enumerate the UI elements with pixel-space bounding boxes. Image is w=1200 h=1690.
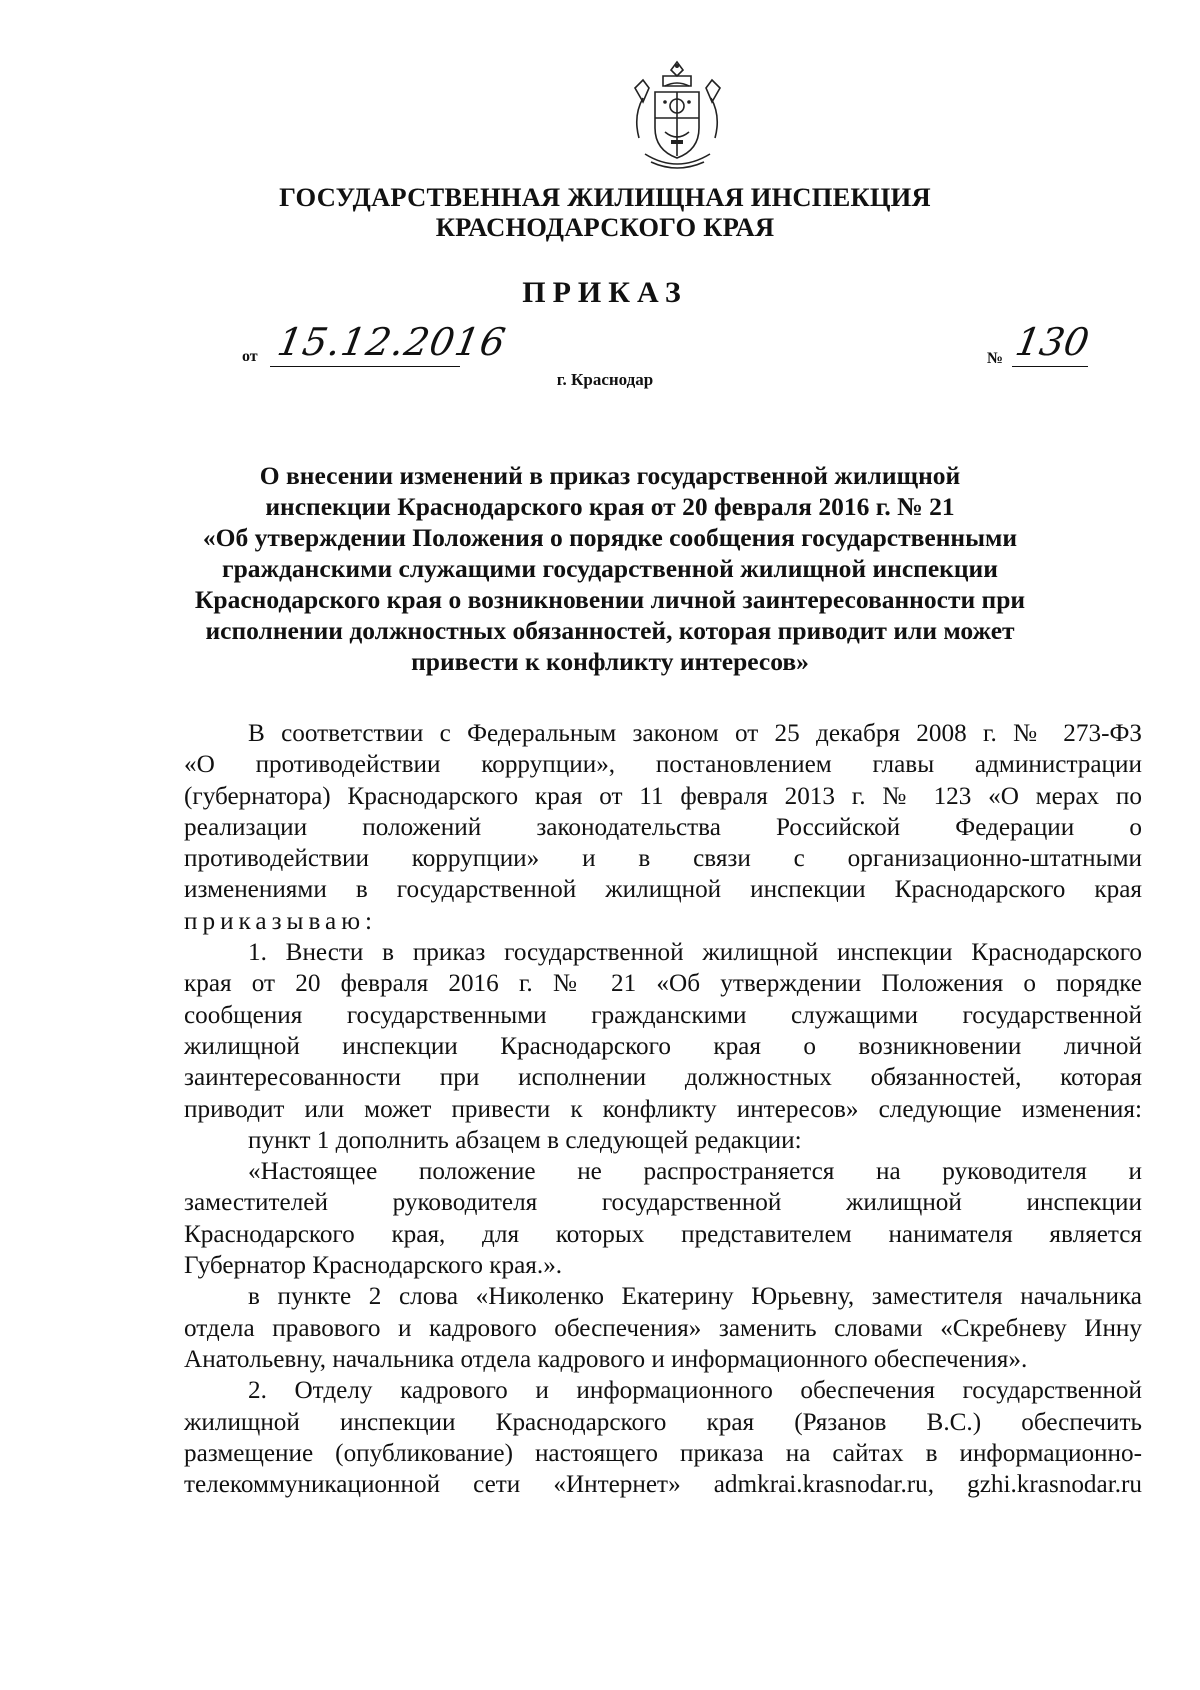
item-2-line: жилищной инспекции Краснодарского края (Рязанов В.С.) обеспечить bbox=[184, 1408, 1142, 1436]
date-number-row bbox=[242, 318, 1122, 370]
item-1-line: приводит или может привести к конфликту интересов» следующие изменения: bbox=[184, 1095, 1142, 1123]
subject-line: Краснодарского края о возникновении личной заинтересованности при bbox=[194, 585, 1026, 614]
preamble-line: «О противодействии коррупции», постановлением главы администрации bbox=[184, 751, 1142, 779]
organization-name-line-2: КРАСНОДАРСКОГО КРАЯ bbox=[435, 212, 775, 242]
subject-line: гражданскими служащими государственной жилищной инспекции bbox=[222, 554, 998, 583]
order-word: приказываю: bbox=[184, 907, 378, 935]
point-2-line: отдела правового и кадрового обеспечения» заменить словами «Скребневу Инну bbox=[184, 1314, 1142, 1342]
item-1-line: 1. Внести в приказ государственной жилищной инспекции Краснодарского bbox=[248, 939, 1142, 967]
point-1-text-line: заместителей руководителя государственной жилищной инспекции bbox=[184, 1189, 1142, 1217]
subject-line: исполнении должностных обязанностей, которая приводит или может bbox=[205, 616, 1015, 645]
item-2-line: размещение (опубликование) настоящего приказа на сайтах в информационно- bbox=[184, 1439, 1142, 1467]
preamble-line: изменениями в государственной жилищной инспекции Краснодарского края bbox=[184, 876, 1142, 904]
preamble-line: В соответствии с Федеральным законом от 25 декабря 2008 г. № 273-ФЗ bbox=[248, 720, 1142, 747]
handwritten-date: 15.12.2016 bbox=[274, 320, 510, 364]
item-1-line: жилищной инспекции Краснодарского края о возникновении личной bbox=[184, 1032, 1142, 1060]
item-2-line: телекоммуникационной сети «Интернет» admkrai.krasnodar.ru, gzhi.krasnodar.ru bbox=[184, 1471, 1142, 1499]
point-1-text-line: Губернатор Краснодарского края.». bbox=[184, 1252, 563, 1280]
item-1-line: заинтересованности при исполнении должностных обязанностей, которая bbox=[184, 1064, 1142, 1092]
date-prefix: от bbox=[242, 348, 258, 365]
preamble-line: противодействии коррупции» и в связи с организационно-штатными bbox=[184, 845, 1142, 873]
document-title: ПРИКАЗ bbox=[522, 276, 688, 309]
point-1-text-line: Краснодарского края, для которых представителем нанимателя является bbox=[184, 1220, 1142, 1248]
item-1-line: сообщения государственными гражданскими служащими государственной bbox=[184, 1001, 1142, 1029]
number-prefix: № bbox=[987, 350, 1004, 367]
number-underline bbox=[1012, 366, 1088, 367]
city-name: г. Краснодар bbox=[556, 370, 654, 389]
subject-line: «Об утверждении Положения о порядке сообщения государственными bbox=[202, 523, 1018, 552]
order-body bbox=[184, 718, 1142, 1500]
date-underline bbox=[270, 366, 460, 367]
preamble-line: реализации положений законодательства Российской Федерации о bbox=[184, 813, 1142, 841]
subject-line: привести к конфликту интересов» bbox=[411, 647, 809, 676]
subject-line: инспекции Краснодарского края от 20 февраля 2016 г. № 21 bbox=[265, 492, 955, 521]
item-1-line: края от 20 февраля 2016 г. № 21 «Об утверждении Положения о порядке bbox=[184, 970, 1142, 998]
subject-line: О внесении изменений в приказ государственной жилищной bbox=[259, 461, 961, 490]
point-2-line: в пункте 2 слова «Николенко Екатерину Юрьевну, заместителя начальника bbox=[248, 1283, 1142, 1311]
organization-name-line-1: ГОСУДАРСТВЕННАЯ ЖИЛИЩНАЯ ИНСПЕКЦИЯ bbox=[279, 182, 931, 212]
preamble-line: (губернатора) Краснодарского края от 11 февраля 2013 г. № 123 «О мерах по bbox=[184, 782, 1142, 810]
handwritten-number: 130 bbox=[1012, 320, 1093, 364]
point-1-text-line: «Настоящее положение не распространяется на руководителя и bbox=[248, 1158, 1142, 1186]
item-2-line: 2. Отделу кадрового и информационного обеспечения государственной bbox=[248, 1377, 1142, 1405]
coat-of-arms-emblem bbox=[625, 58, 730, 173]
order-subject bbox=[180, 460, 1040, 677]
point-1-intro: пункт 1 дополнить абзацем в следующей редакции: bbox=[248, 1126, 802, 1154]
point-2-line: Анатольевну, начальника отдела кадрового и информационного обеспечения». bbox=[184, 1345, 1028, 1373]
